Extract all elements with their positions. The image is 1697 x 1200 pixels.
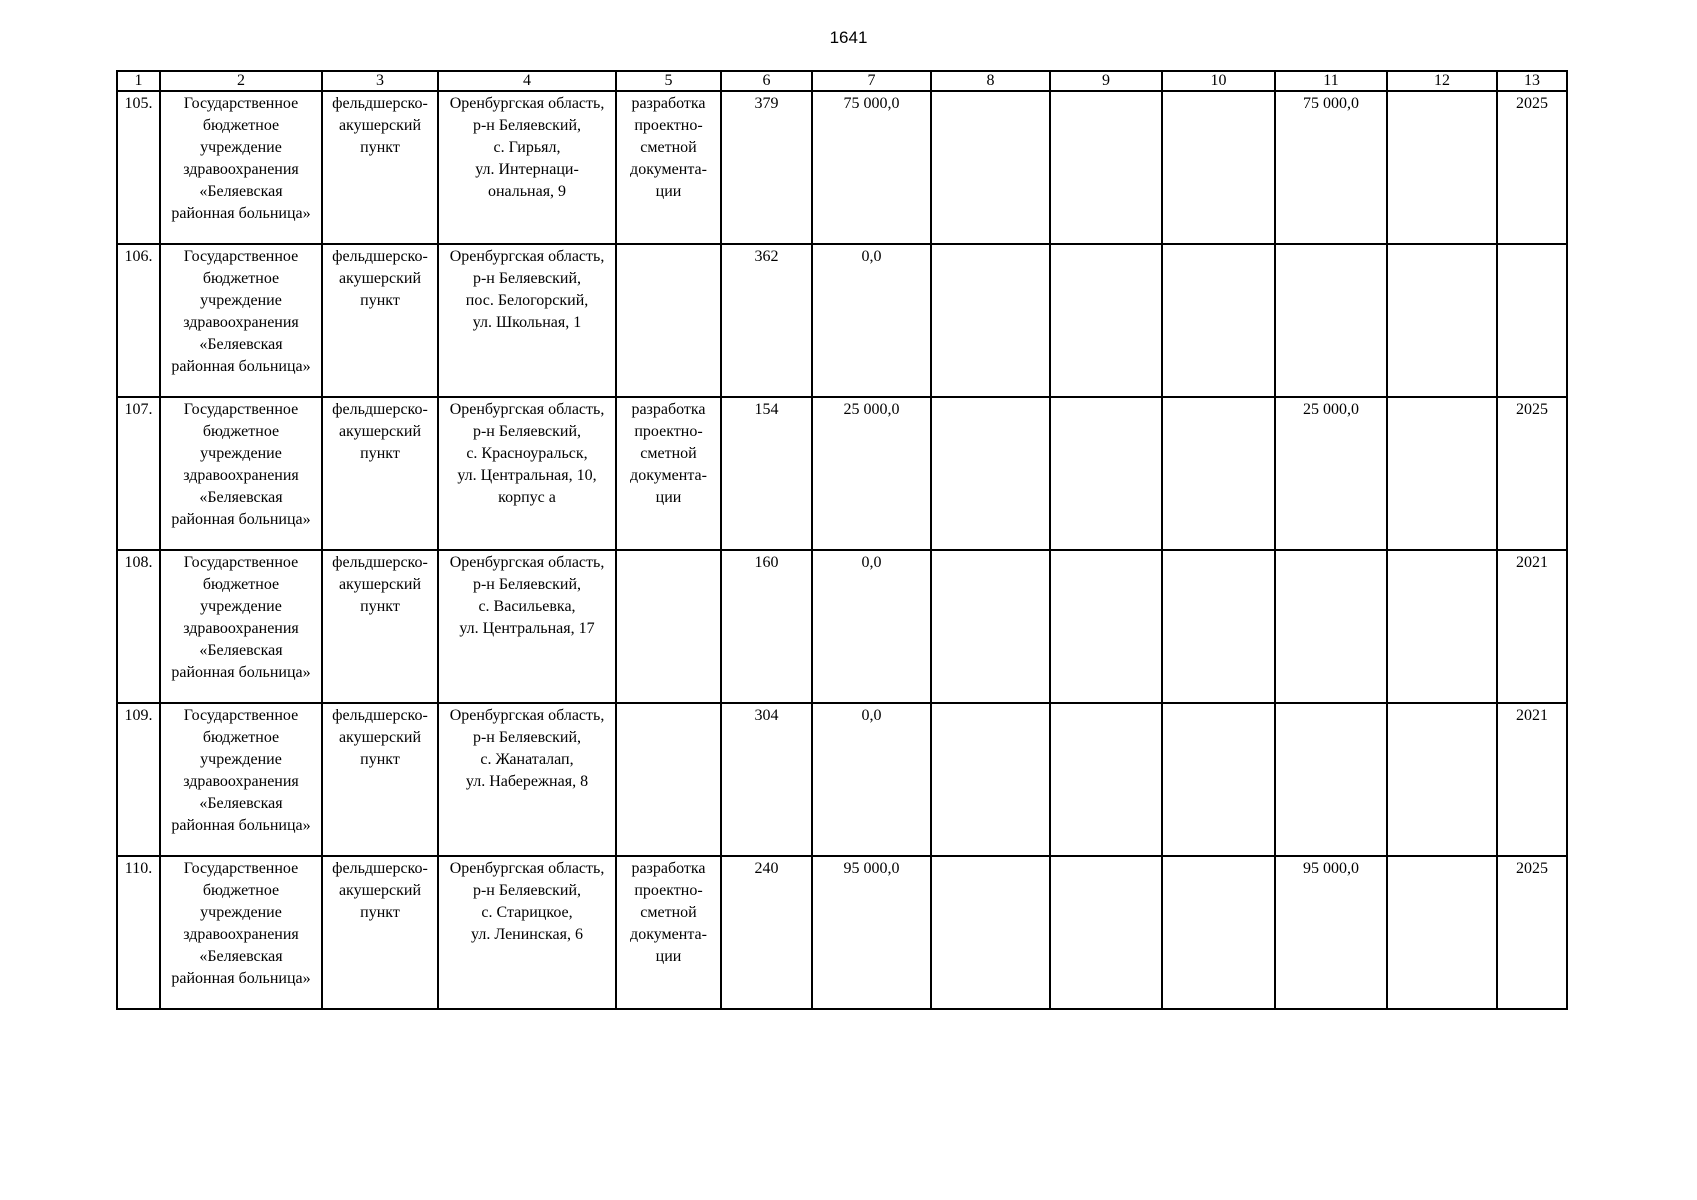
column-header: 4 [438, 71, 616, 91]
col11-cell: 25 000,0 [1275, 397, 1387, 550]
col7-cell: 0,0 [812, 244, 931, 397]
facility-type-cell: фельдшерско- акушерский пункт [322, 856, 438, 1009]
col6-cell: 379 [721, 91, 812, 244]
col9-cell [1050, 91, 1162, 244]
institution-cell: Государственное бюджетное учреждение здравоохранения «Беляевская районная больница» [160, 856, 322, 1009]
col12-cell [1387, 91, 1497, 244]
work-cell: разработка проектно- сметной документа- ции [616, 91, 721, 244]
row-number: 110. [117, 856, 160, 1009]
column-header: 3 [322, 71, 438, 91]
col9-cell [1050, 244, 1162, 397]
work-cell [616, 703, 721, 856]
col12-cell [1387, 550, 1497, 703]
institution-cell: Государственное бюджетное учреждение здравоохранения «Беляевская районная больница» [160, 244, 322, 397]
table-row [117, 856, 1567, 1009]
col10-cell [1162, 397, 1275, 550]
col10-cell [1162, 550, 1275, 703]
col12-cell [1387, 244, 1497, 397]
column-header: 12 [1387, 71, 1497, 91]
col8-cell [931, 856, 1050, 1009]
column-header: 11 [1275, 71, 1387, 91]
facility-type-cell: фельдшерско- акушерский пункт [322, 91, 438, 244]
col10-cell [1162, 703, 1275, 856]
col8-cell [931, 397, 1050, 550]
row-number: 108. [117, 550, 160, 703]
year-cell: 2025 [1497, 397, 1567, 550]
col9-cell [1050, 856, 1162, 1009]
year-cell: 2021 [1497, 550, 1567, 703]
col8-cell [931, 703, 1050, 856]
col6-cell: 304 [721, 703, 812, 856]
col8-cell [931, 550, 1050, 703]
institution-cell: Государственное бюджетное учреждение здравоохранения «Беляевская районная больница» [160, 397, 322, 550]
row-number: 106. [117, 244, 160, 397]
col6-cell: 240 [721, 856, 812, 1009]
col12-cell [1387, 397, 1497, 550]
institution-cell: Государственное бюджетное учреждение здравоохранения «Беляевская районная больница» [160, 703, 322, 856]
col11-cell [1275, 550, 1387, 703]
col12-cell [1387, 856, 1497, 1009]
col6-cell: 154 [721, 397, 812, 550]
facility-table [116, 70, 1568, 1010]
address-cell: Оренбургская область, р-н Беляевский, с. Васильевка, ул. Центральная, 17 [438, 550, 616, 703]
address-cell: Оренбургская область, р-н Беляевский, с. Гирьял, ул. Интернаци- ональная, 9 [438, 91, 616, 244]
year-cell: 2025 [1497, 856, 1567, 1009]
col11-cell: 95 000,0 [1275, 856, 1387, 1009]
col6-cell: 362 [721, 244, 812, 397]
address-cell: Оренбургская область, р-н Беляевский, с. Красноуральск, ул. Центральная, 10, корпус а [438, 397, 616, 550]
column-header: 5 [616, 71, 721, 91]
year-cell: 2025 [1497, 91, 1567, 244]
facility-type-cell: фельдшерско- акушерский пункт [322, 550, 438, 703]
page-number: 1641 [829, 28, 868, 47]
table-row [117, 397, 1567, 550]
row-number: 105. [117, 91, 160, 244]
work-cell: разработка проектно- сметной документа- ции [616, 397, 721, 550]
col7-cell: 0,0 [812, 703, 931, 856]
col8-cell [931, 91, 1050, 244]
column-header: 10 [1162, 71, 1275, 91]
col7-cell: 0,0 [812, 550, 931, 703]
address-cell: Оренбургская область, р-н Беляевский, с. Жанаталап, ул. Набережная, 8 [438, 703, 616, 856]
facility-type-cell: фельдшерско- акушерский пункт [322, 703, 438, 856]
col9-cell [1050, 703, 1162, 856]
institution-cell: Государственное бюджетное учреждение здравоохранения «Беляевская районная больница» [160, 550, 322, 703]
column-header: 9 [1050, 71, 1162, 91]
col9-cell [1050, 397, 1162, 550]
col11-cell: 75 000,0 [1275, 91, 1387, 244]
col12-cell [1387, 703, 1497, 856]
table-row [117, 550, 1567, 703]
col7-cell: 95 000,0 [812, 856, 931, 1009]
column-header: 7 [812, 71, 931, 91]
col7-cell: 75 000,0 [812, 91, 931, 244]
column-header: 13 [1497, 71, 1567, 91]
facility-type-cell: фельдшерско- акушерский пункт [322, 397, 438, 550]
col6-cell: 160 [721, 550, 812, 703]
table-row [117, 703, 1567, 856]
column-number-row [117, 71, 1567, 91]
col10-cell [1162, 244, 1275, 397]
column-header: 1 [117, 71, 160, 91]
table-row [117, 91, 1567, 244]
column-header: 2 [160, 71, 322, 91]
col8-cell [931, 244, 1050, 397]
row-number: 109. [117, 703, 160, 856]
institution-cell: Государственное бюджетное учреждение здравоохранения «Беляевская районная больница» [160, 91, 322, 244]
work-cell [616, 244, 721, 397]
col10-cell [1162, 91, 1275, 244]
work-cell [616, 550, 721, 703]
year-cell: 2021 [1497, 703, 1567, 856]
column-header: 6 [721, 71, 812, 91]
col11-cell [1275, 244, 1387, 397]
facility-type-cell: фельдшерско- акушерский пункт [322, 244, 438, 397]
row-number: 107. [117, 397, 160, 550]
col10-cell [1162, 856, 1275, 1009]
col9-cell [1050, 550, 1162, 703]
year-cell [1497, 244, 1567, 397]
work-cell: разработка проектно- сметной документа- ции [616, 856, 721, 1009]
table-row [117, 244, 1567, 397]
column-header: 8 [931, 71, 1050, 91]
col11-cell [1275, 703, 1387, 856]
address-cell: Оренбургская область, р-н Беляевский, пос. Белогорский, ул. Школьная, 1 [438, 244, 616, 397]
address-cell: Оренбургская область, р-н Беляевский, с. Старицкое, ул. Ленинская, 6 [438, 856, 616, 1009]
col7-cell: 25 000,0 [812, 397, 931, 550]
